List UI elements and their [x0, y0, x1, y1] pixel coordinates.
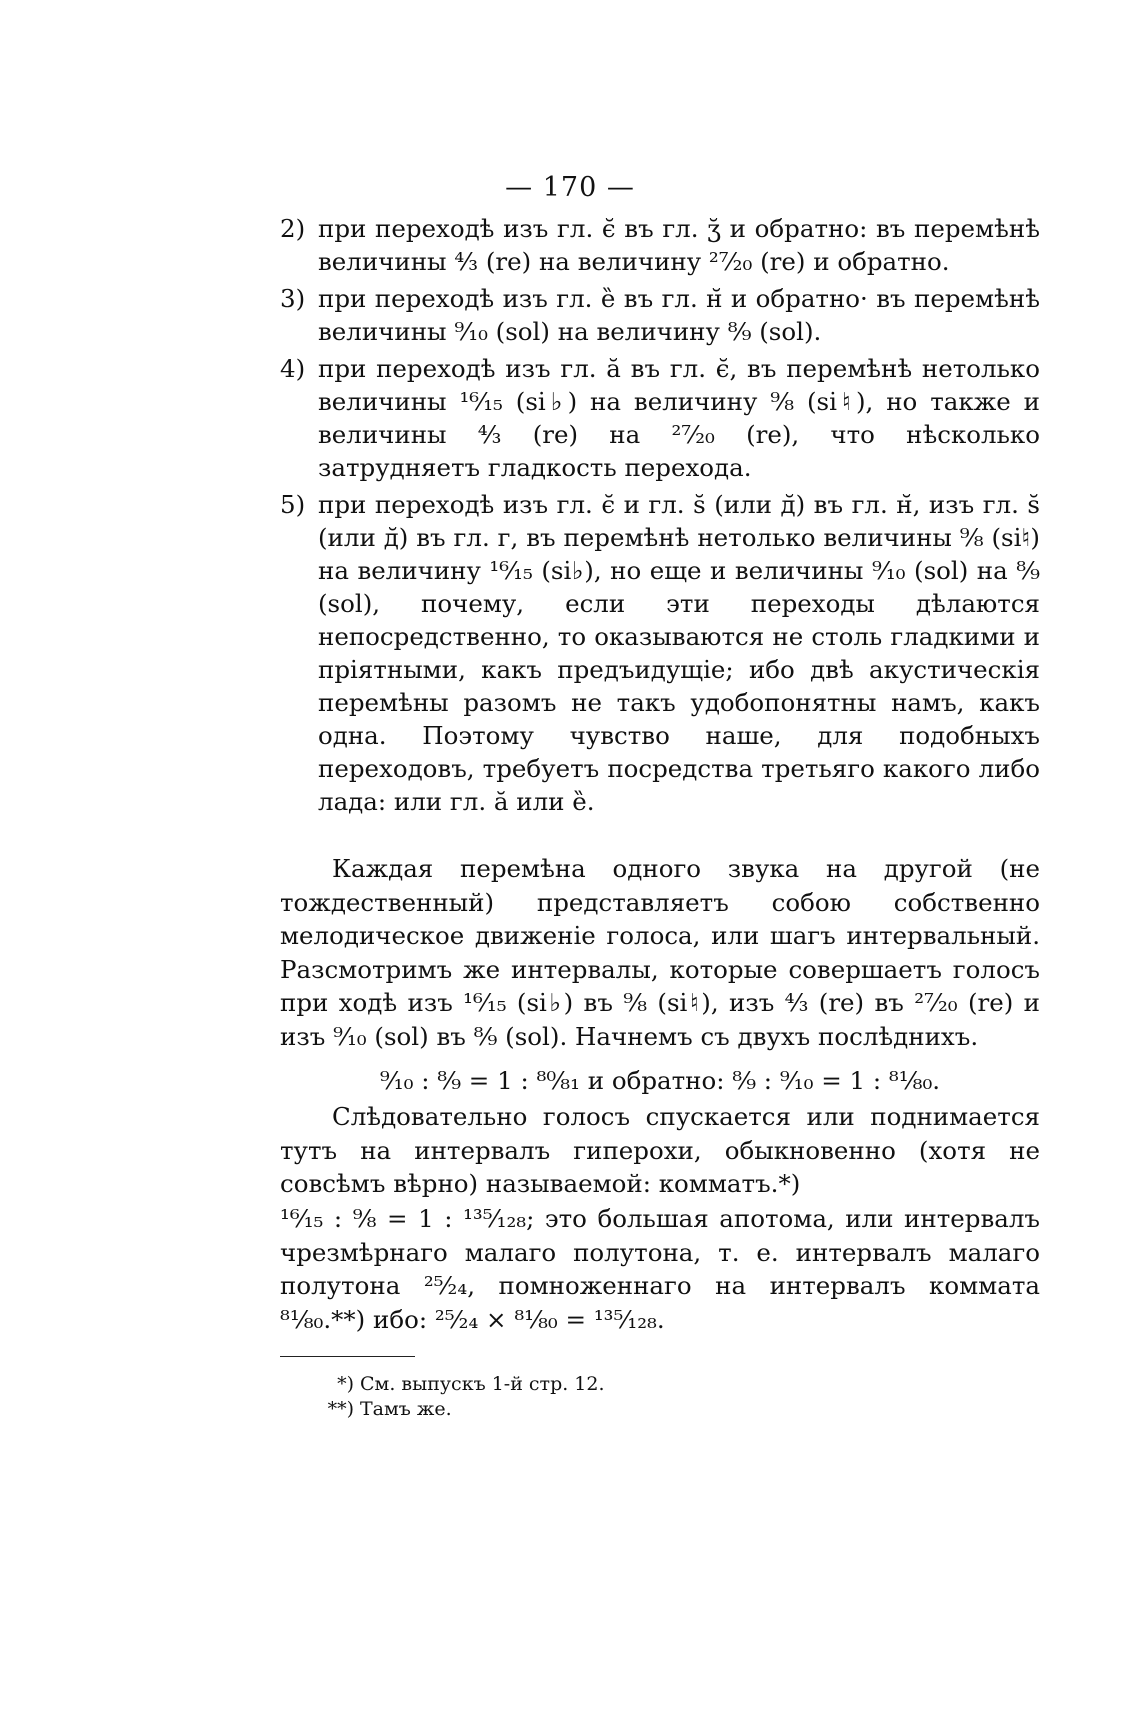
footnotes [320, 1372, 605, 1422]
interval-formula: ⁹⁄₁₀ : ⁸⁄₉ = 1 : ⁸⁰⁄₈₁ и обратно: ⁸⁄₉ : ⁹⁄₁₀ = 1 : ⁸¹⁄₈₀. [379, 1066, 941, 1095]
footnote [320, 1372, 605, 1397]
list-item [280, 282, 1040, 348]
numbered-list [280, 212, 1040, 822]
footnote-divider [280, 1356, 415, 1357]
list-item [280, 212, 1040, 278]
list-item [280, 488, 1040, 818]
item-text: при переходѣ изъ гл. ϵ̆ и гл. s̆ (или д̆) въ гл. н̆, изъ гл. s̆ (или д̆) въ гл. г, въ перемѣнѣ нетолько величины ⁹⁄₈ (si♮) на величину ¹⁶⁄₁₅ (si♭), но еще и величины ⁹⁄₁₀ (sol) на ⁸⁄₉ (sol), почему, если эти переходы дѣлаются непосредственно, то оказываются не столь гладкими и пріятными, какъ предъидущіе; ибо двѣ акустическія перемѣны разомъ не такъ удобопонятны намъ, какъ одна. Поэтому чувство наше, для подобныхъ переходовъ, требуетъ посредства третьяго какого либо лада: или гл. ă или ȅ. [318, 490, 1040, 816]
paragraph-comma: Слѣдовательно голосъ спускается или поднимается тутъ на интервалъ гиперохи, обыкновенно (хотя не совсѣмъ вѣрно) называемой: комматъ.*) [280, 1102, 1040, 1198]
item-text: при переходѣ изъ гл. ϵ̆ въ гл. ʒ̆ и обратно: въ перемѣнѣ величины ⁴⁄₃ (re) на величину ²⁷⁄₂₀ (re) и обратно. [318, 214, 1040, 276]
footnote [320, 1397, 605, 1422]
item-text: при переходѣ изъ гл. ă въ гл. ϵ̆, въ перемѣнѣ нетолько величины ¹⁶⁄₁₅ (si♭) на величину ⁹⁄₈ (si♮), но также и величины ⁴⁄₃ (re) на ²⁷⁄₂₀ (re), что нѣсколько затрудняетъ гладкость перехода. [318, 354, 1040, 482]
item-number: 5) [280, 490, 306, 519]
footnote-mark: *) [337, 1373, 354, 1395]
paragraph-intervals: Каждая перемѣна одного звука на другой (не тождественный) представляетъ собою собственно мелодическое движеніе голоса, или шагъ интервальный. Разсмотримъ же интервалы, которые совершаетъ голосъ при ходѣ изъ ¹⁶⁄₁₅ (si♭) въ ⁹⁄₈ (si♮), изъ ⁴⁄₃ (re) въ ²⁷⁄₂₀ (re) и изъ ⁹⁄₁₀ (sol) въ ⁸⁄₉ (sol). Начнемъ съ двухъ послѣднихъ. [280, 854, 1040, 1051]
item-number: 4) [280, 354, 306, 383]
paragraph-apotome: ¹⁶⁄₁₅ : ⁹⁄₈ = 1 : ¹³⁵⁄₁₂₈; это большая апотома, или интервалъ чрезмѣрнаго малаго полутона, т. е. интервалъ малаго полутона ²⁵⁄₂₄, помноженнаго на интервалъ коммата ⁸¹⁄₈₀.**) ибо: ²⁵⁄₂₄ × ⁸¹⁄₈₀ = ¹³⁵⁄₁₂₈. [280, 1204, 1040, 1334]
item-text: при переходѣ изъ гл. ȅ въ гл. н̆ и обратно· въ перемѣнѣ величины ⁹⁄₁₀ (sol) на величину ⁸⁄₉ (sol). [318, 284, 1040, 346]
item-number: 3) [280, 284, 306, 313]
list-item [280, 352, 1040, 484]
item-number: 2) [280, 214, 306, 243]
footnote-text: См. выпускъ 1-й стр. 12. [360, 1373, 605, 1395]
page-number: — 170 — [505, 172, 635, 203]
footnote-mark: **) [327, 1398, 354, 1420]
footnote-text: Тамъ же. [360, 1398, 452, 1420]
